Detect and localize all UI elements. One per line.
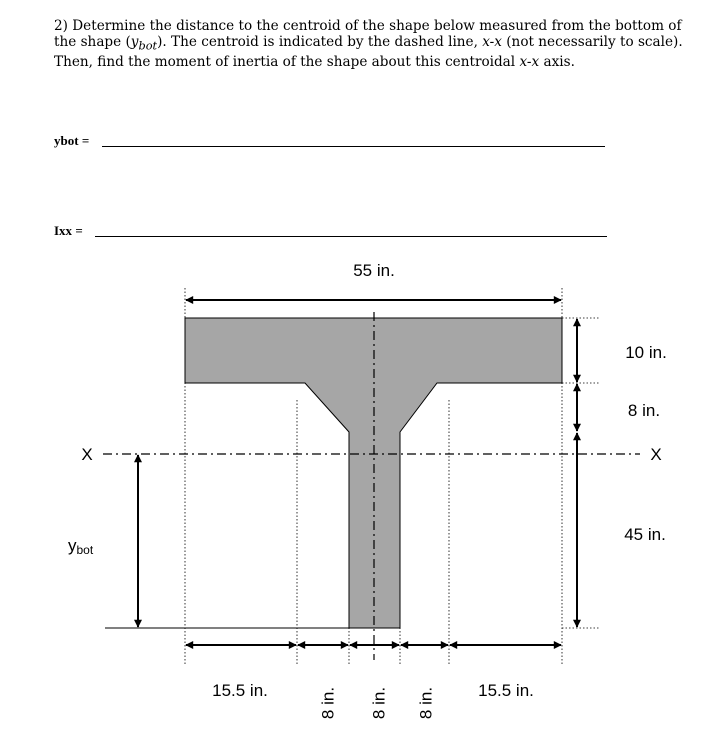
problem-text-1: Determine the distance to the centroid of the shape below measured from the bottom of the shape ( xyxy=(54,18,682,50)
label-top-width: 55 in. xyxy=(353,261,395,280)
label-flange-thickness: 10 in. xyxy=(625,343,667,362)
label-web-height: 45 in. xyxy=(624,525,666,544)
label-left-overhang: 15.5 in. xyxy=(212,681,268,700)
ybot-answer-label: ybot = xyxy=(54,133,90,148)
label-ybot: ybot xyxy=(68,536,94,557)
axis-symbol-2: x-x xyxy=(519,53,540,70)
problem-text-2: ). The centroid is indicated by the dashed line, xyxy=(157,34,483,50)
label-right-overhang: 15.5 in. xyxy=(478,681,534,700)
ybot-symbol: y xyxy=(130,34,139,50)
label-fillet-height: 8 in. xyxy=(627,401,661,420)
label-axis-right: X xyxy=(650,445,662,464)
label-web-width: 8 in. xyxy=(369,686,389,720)
problem-text-3: (not necessarily to scale). Then, find the moment of inertia of the shape about this centroidal xyxy=(54,34,683,70)
label-axis-left: X xyxy=(81,445,93,464)
label-gap-right: 8 in. xyxy=(416,686,436,720)
label-gap-left: 8 in. xyxy=(318,686,338,720)
ybot-subscript: bot xyxy=(138,38,158,53)
ixx-answer-label: Ixx = xyxy=(54,223,83,238)
axis-symbol: x-x xyxy=(482,34,502,50)
problem-number: 2) xyxy=(54,18,68,34)
problem-text-4: axis. xyxy=(539,53,575,70)
